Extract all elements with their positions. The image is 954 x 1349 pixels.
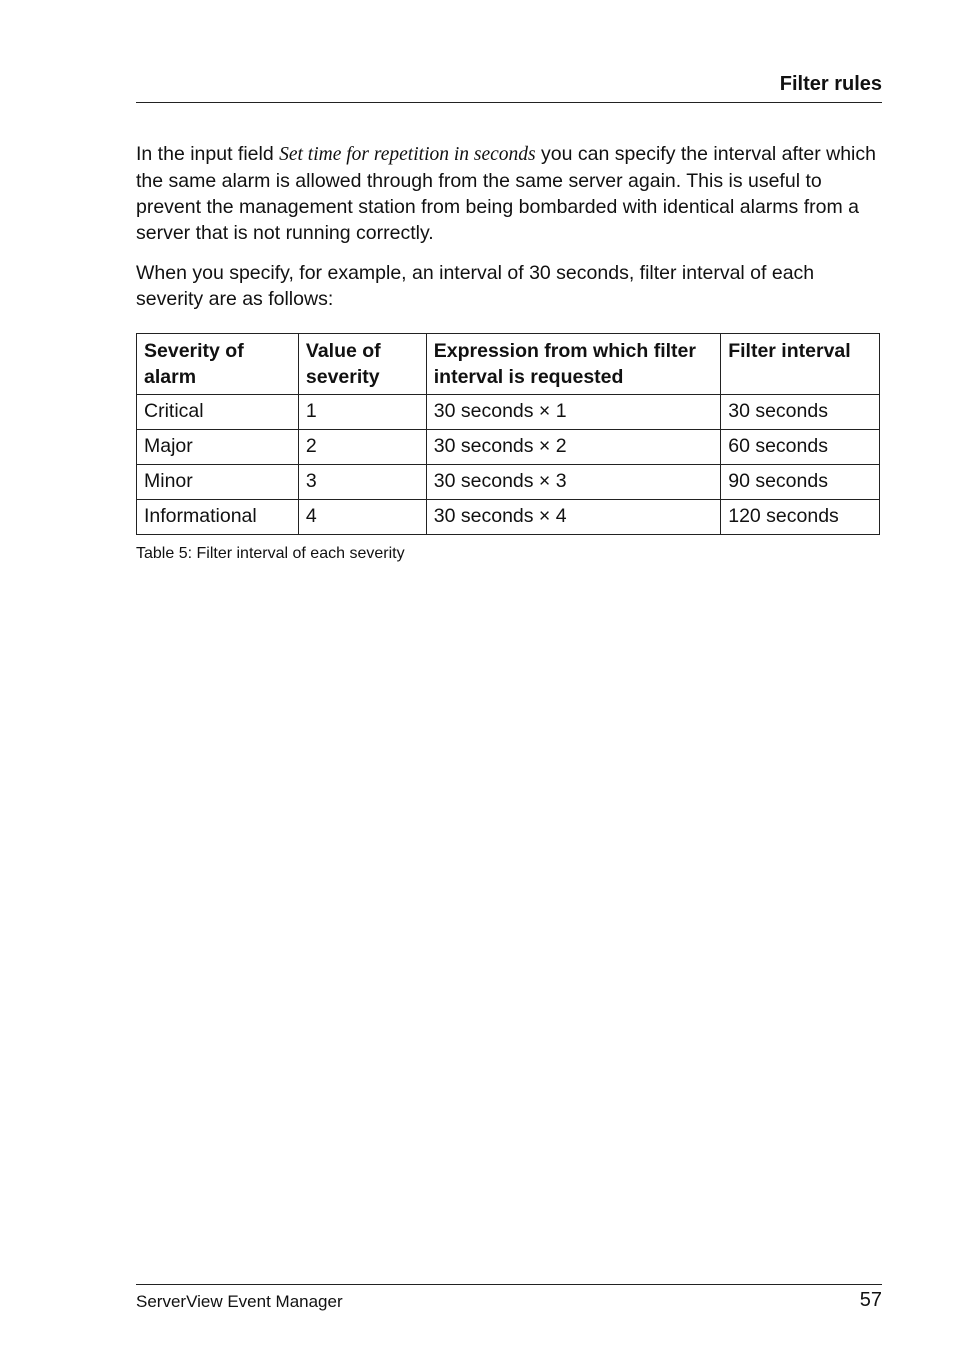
- intro-text-end: you can specify the interval after which the same alarm is allowed through from the same server again. This is useful to prevent the management station from being bombarded with identical alarms from a server that is not running correctly.: [136, 143, 876, 244]
- table-row: [137, 395, 880, 430]
- table-row: [137, 430, 880, 465]
- column-header-interval: Filter interval: [721, 334, 880, 395]
- input-field-name: Set time for repetition in seconds: [279, 144, 536, 165]
- cell-value: 3: [298, 465, 426, 500]
- page-number: 57: [859, 1289, 882, 1311]
- cell-value: 4: [298, 500, 426, 535]
- cell-severity: Major: [137, 430, 299, 465]
- cell-interval: 60 seconds: [721, 430, 880, 465]
- example-paragraph: When you specify, for example, an interval of 30 seconds, filter interval of each severity are as follows:: [136, 262, 815, 310]
- section-title: Filter rules: [779, 73, 882, 95]
- table-row: [137, 465, 880, 500]
- cell-expression: 30 seconds × 1: [426, 395, 720, 430]
- column-header-expression: Expression from which filter interval is requested: [426, 334, 720, 395]
- column-header-value: Value of severity: [298, 334, 426, 395]
- page-footer: [136, 1284, 882, 1325]
- cell-expression: 30 seconds × 3: [426, 465, 720, 500]
- table-header-row: [137, 334, 880, 395]
- cell-value: 2: [298, 430, 426, 465]
- cell-severity: Critical: [137, 395, 299, 430]
- page-content: [136, 141, 882, 564]
- page-header: [136, 72, 882, 103]
- intro-text-start: In the input field: [136, 143, 280, 165]
- column-header-severity: Severity of alarm: [137, 334, 299, 395]
- table-row: [137, 500, 880, 535]
- cell-severity: Minor: [137, 465, 299, 500]
- cell-interval: 120 seconds: [721, 500, 880, 535]
- cell-interval: 90 seconds: [721, 465, 880, 500]
- cell-severity: Informational: [137, 500, 299, 535]
- table-caption: Table 5: Filter interval of each severity: [136, 545, 405, 562]
- cell-expression: 30 seconds × 4: [426, 500, 720, 535]
- document-title: ServerView Event Manager: [136, 1292, 343, 1311]
- intro-paragraph: [136, 141, 882, 246]
- cell-expression: 30 seconds × 2: [426, 430, 720, 465]
- cell-interval: 30 seconds: [721, 395, 880, 430]
- severity-interval-table: [136, 333, 880, 535]
- cell-value: 1: [298, 395, 426, 430]
